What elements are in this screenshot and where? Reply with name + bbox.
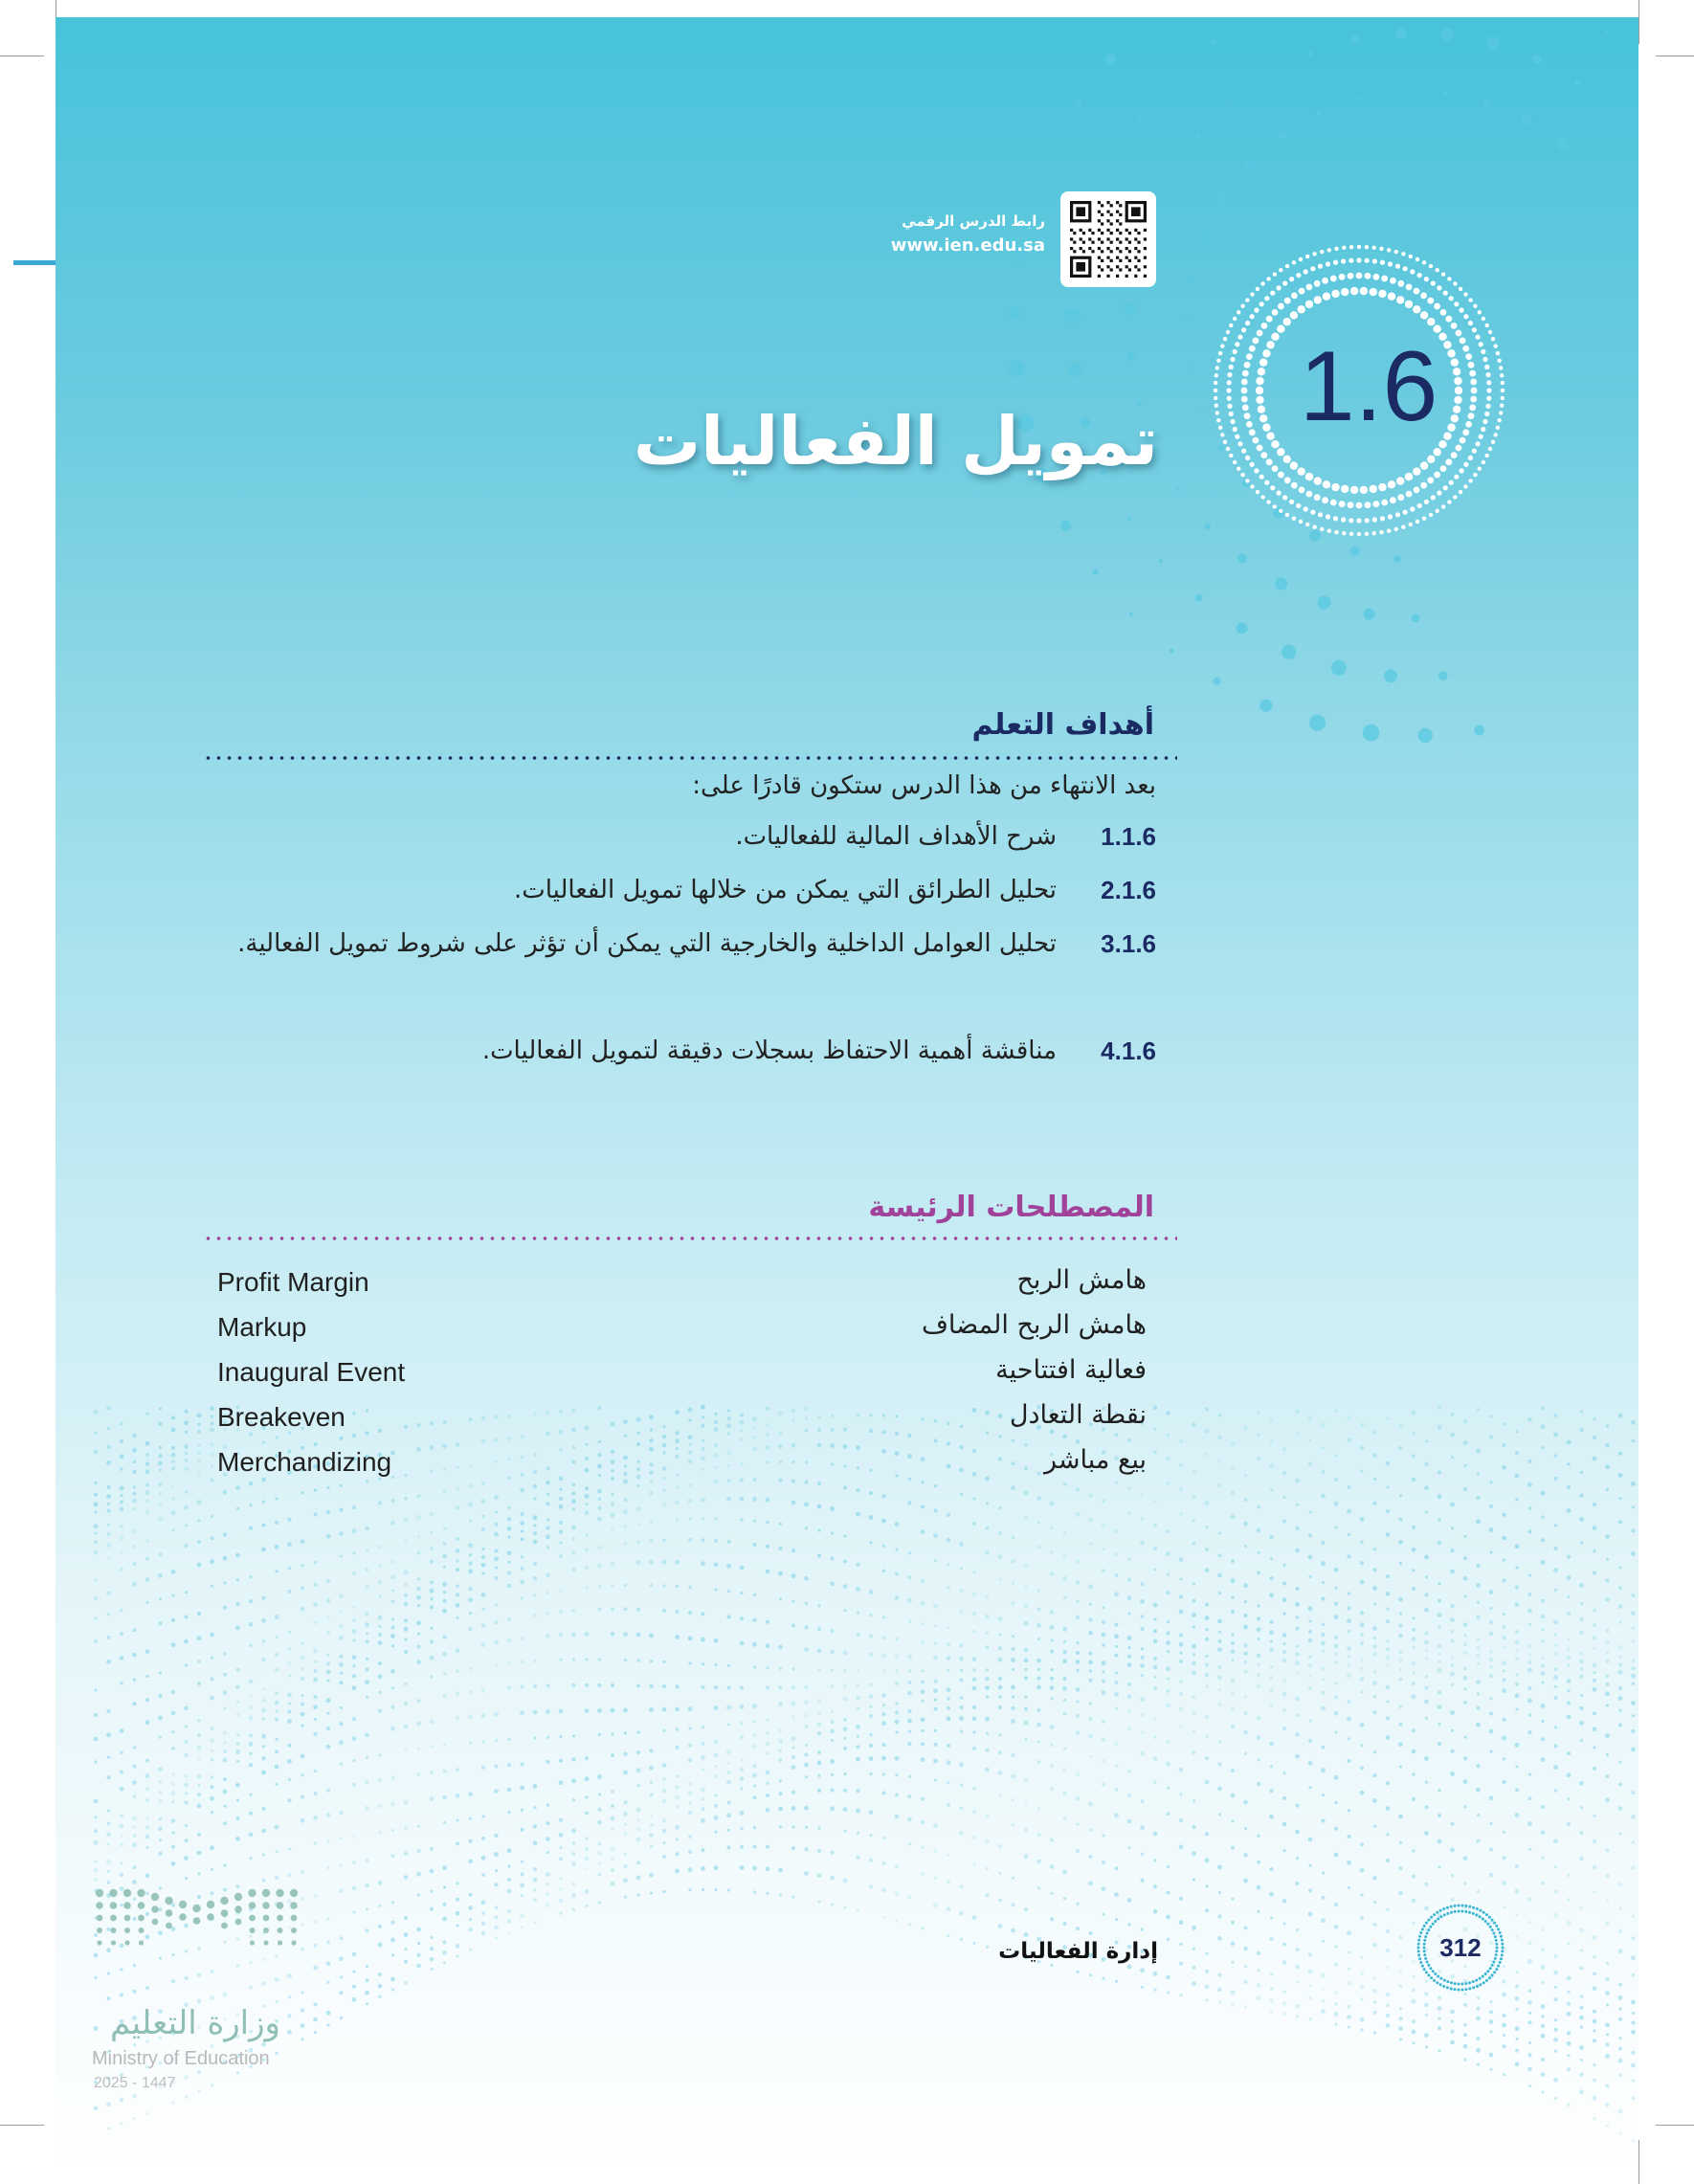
qr-caption bbox=[891, 212, 1045, 256]
term-arabic: هامش الربح bbox=[1016, 1265, 1147, 1295]
term-arabic: نقطة التعادل bbox=[1009, 1400, 1147, 1430]
key-terms-divider bbox=[203, 1237, 1177, 1240]
term-arabic: فعالية افتتاحية bbox=[995, 1355, 1147, 1385]
ministry-logo-icon bbox=[92, 1883, 302, 1989]
objective-number: 4.1.6 bbox=[1101, 1036, 1156, 1065]
term-english: Merchandizing bbox=[217, 1447, 392, 1477]
term-english: Inaugural Event bbox=[217, 1357, 406, 1387]
objectives-divider bbox=[203, 756, 1177, 760]
ministry-name-arabic: وزارة التعليم bbox=[110, 2004, 280, 2042]
objective-number: 3.1.6 bbox=[1101, 929, 1156, 958]
term-arabic: هامش الربح المضاف bbox=[921, 1310, 1147, 1340]
objective-item bbox=[209, 810, 1156, 863]
objective-item bbox=[209, 917, 1156, 970]
term-english: Profit Margin bbox=[217, 1267, 369, 1297]
objective-text: شرح الأهداف المالية للفعاليات. bbox=[735, 822, 1057, 851]
lesson-number: 1.6 bbox=[1299, 331, 1438, 442]
ministry-year: 2025 - 1447 bbox=[94, 2075, 176, 2091]
lesson-title: تمويل الفعاليات bbox=[633, 402, 1158, 480]
book-title: إدارة الفعاليات bbox=[998, 1939, 1158, 1964]
objective-number: 2.1.6 bbox=[1101, 876, 1156, 904]
page-number: 312 bbox=[1439, 1933, 1482, 1962]
objective-text: تحليل العوامل الداخلية والخارجية التي يمكن أن تؤثر على شروط تمويل الفعالية. bbox=[237, 929, 1057, 958]
objective-text: تحليل الطرائق التي يمكن من خلالها تمويل الفعاليات. bbox=[513, 876, 1057, 904]
term-arabic: بيع مباشر bbox=[1044, 1445, 1147, 1475]
qr-label: رابط الدرس الرقمي bbox=[902, 212, 1045, 230]
term-english: Breakeven bbox=[217, 1402, 345, 1432]
qr-code[interactable] bbox=[1060, 191, 1156, 287]
qr-code-icon bbox=[1060, 191, 1156, 287]
objective-text: مناقشة أهمية الاحتفاظ بسجلات دقيقة لتمويل الفعاليات. bbox=[481, 1036, 1057, 1065]
objective-item bbox=[209, 863, 1156, 917]
objectives-heading: أهداف التعلم bbox=[971, 708, 1154, 742]
term-english: Markup bbox=[217, 1312, 307, 1342]
objective-number: 1.1.6 bbox=[1101, 822, 1156, 851]
key-terms-heading: المصطلحات الرئيسة bbox=[868, 1191, 1154, 1224]
objectives-intro: بعد الانتهاء من هذا الدرس ستكون قادرًا على: bbox=[692, 771, 1156, 800]
objective-item bbox=[209, 1024, 1156, 1078]
ministry-name-english: Ministry of Education bbox=[92, 2048, 270, 2069]
qr-url[interactable]: www.ien.edu.sa bbox=[890, 235, 1045, 256]
